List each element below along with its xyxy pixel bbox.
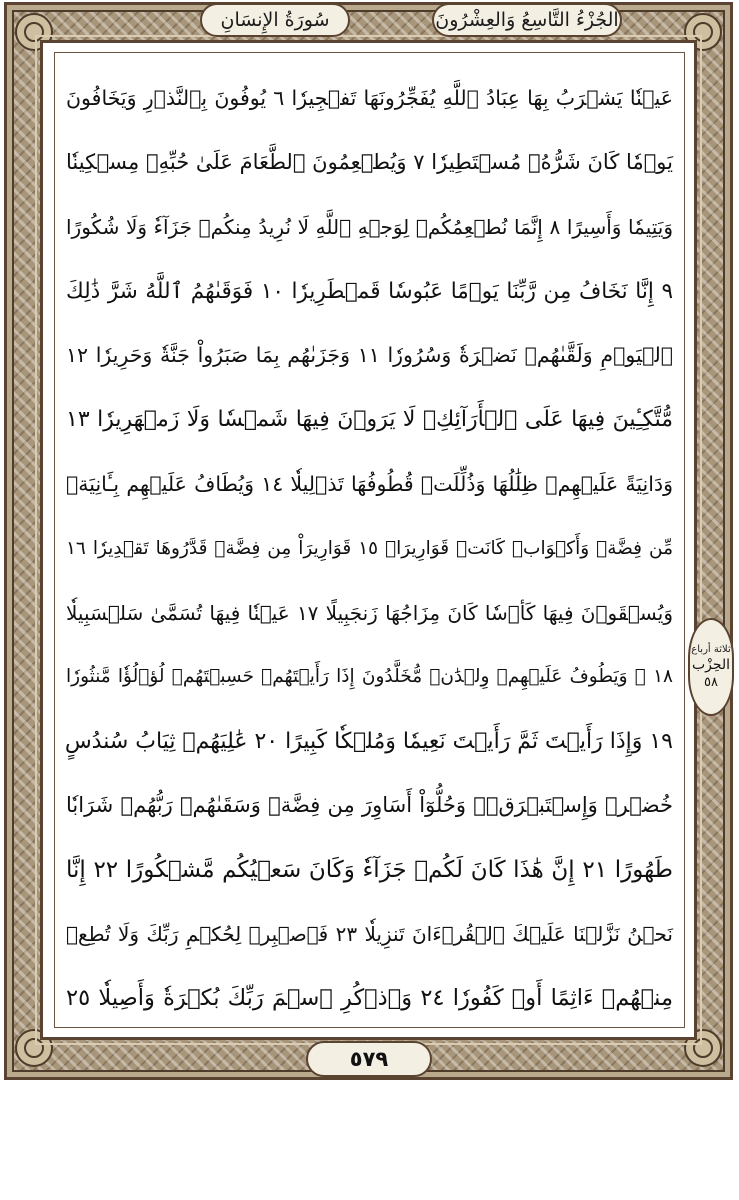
page-number: ٥٧٩: [306, 1041, 432, 1077]
line-text: نَحۡنُ نَزَّلۡنَا عَلَيۡكَ ٱلۡقُرۡءَانَ تَنزِيلٗا ٢٣ فَٱصۡبِرۡ لِحُكۡمِ رَبِّكَ وَلَا تُطِعۡ: [66, 922, 673, 946]
line-text: وَيُسۡقَوۡنَ فِيهَا كَأۡسٗا كَانَ مِزَاجُهَا زَنجَبِيلًا ١٧ عَيۡنٗا فِيهَا تُسَمَّىٰ سَلۡسَبِيلٗا: [66, 600, 674, 625]
hizb-number: ٥٨: [704, 675, 718, 691]
text-line: [66, 773, 673, 837]
line-text: ٱلۡيَوۡمِ وَلَقَّىٰهُمۡ نَضۡرَةٗ وَسُرُورٗا ١١ وَجَزَىٰهُم بِمَا صَبَرُواْ جَنَّةٗ وَحَرِيرٗا ١٢: [66, 343, 673, 368]
text-line: [66, 452, 673, 516]
line-text: وَدَانِيَةً عَلَيۡهِمۡ ظِلَٰلُهَا وَذُلِّلَتۡ قُطُوفُهَا تَذۡلِيلٗا ١٤ وَيُطَافُ عَلَيۡهِم بِـَٔانِيَةٖ: [66, 471, 673, 496]
line-text: ١٩ وَإِذَا رَأَيۡتَ ثَمَّ رَأَيۡتَ نَعِيمٗا وَمُلۡكٗا كَبِيرًا ٢٠ عَٰلِيَهُمۡ ثِيَابُ سُندُسٍ: [64, 728, 673, 754]
text-line: [66, 516, 673, 580]
line-text: خُضۡرٞ وَإِسۡتَبۡرَقٞۖ وَحُلُّوٓاْ أَسَاوِرَ مِن فِضَّةٖ وَسَقَىٰهُمۡ رَبُّهُمۡ شَرَابٗا: [66, 793, 673, 818]
text-line: [66, 195, 673, 259]
line-text: وَيَتِيمٗا وَأَسِيرًا ٨ إِنَّمَا نُطۡعِمُكُمۡ لِوَجۡهِ ٱللَّهِ لَا نُرِيدُ مِنكُمۡ جَزَآءٗ وَلَا شُكُورًا: [66, 214, 673, 239]
line-text: مِنۡهُمۡ ءَاثِمًا أَوۡ كَفُورٗا ٢٤ وَٱذۡكُرِ ٱسۡمَ رَبِّكَ بُكۡرَةٗ وَأَصِيلٗا ٢٥: [66, 985, 673, 1012]
surah-label: سُورَةُ الإِنسَانِ: [200, 3, 350, 37]
text-line: [66, 387, 673, 451]
text-line: [66, 323, 673, 387]
hizb-quarter-label: ثلاثة أرباع: [691, 643, 731, 655]
text-line: [66, 259, 673, 323]
text-line: [66, 580, 673, 644]
text-line: [66, 966, 673, 1030]
quran-text: [66, 66, 673, 1030]
line-text: مِّن فِضَّةٖ وَأَكۡوَابٖ كَانَتۡ قَوَارِيرَا۠ ١٥ قَوَارِيرَاْ مِن فِضَّةٖ قَدَّرُوهَا تَقۡدِيرٗا ١٦: [66, 537, 673, 559]
line-text: يَوۡمٗا كَانَ شَرُّهُۥ مُسۡتَطِيرٗا ٧ وَيُطۡعِمُونَ ٱلطَّعَامَ عَلَىٰ حُبِّهِۦ مِسۡكِينٗا: [66, 150, 674, 175]
juz-label: الجُزْءُ التَّاسِعُ وَالعِشْرُونَ: [432, 3, 622, 37]
text-line: [66, 645, 673, 709]
line-text: مُّتَّكِـِٔينَ فِيهَا عَلَى ٱلۡأَرَآئِكِۖ لَا يَرَوۡنَ فِيهَا شَمۡسٗا وَلَا زَمۡهَرِيرٗا ١٣: [66, 407, 673, 433]
text-line: [66, 130, 673, 194]
line-text: ٩ إِنَّا نَخَافُ مِن رَّبِّنَا يَوۡمًا عَبُوسٗا قَمۡطَرِيرٗا ١٠ فَوَقَىٰهُمُ ٱللَّهُ شَرَّ ذَٰلِكَ: [66, 278, 673, 304]
line-text: عَيۡنٗا يَشۡرَبُ بِهَا عِبَادُ ٱللَّهِ يُفَجِّرُونَهَا تَفۡجِيرٗا ٦ يُوفُونَ بِٱلنَّذۡرِ وَيَخَافُونَ: [66, 86, 673, 111]
line-text: ١٨ ۞ وَيَطُوفُ عَلَيۡهِمۡ وِلۡدَٰنٞ مُّخَلَّدُونَ إِذَا رَأَيۡتَهُمۡ حَسِبۡتَهُمۡ لُؤۡلُؤٗا مَّنثُورٗا: [66, 666, 673, 688]
text-line: [66, 902, 673, 966]
hizb-marker: [688, 618, 734, 716]
text-line: [66, 838, 673, 902]
text-line: [66, 709, 673, 773]
hizb-label: الحِزْب: [691, 656, 731, 673]
line-text: طَهُورًا ٢١ إِنَّ هَٰذَا كَانَ لَكُمۡ جَزَآءٗ وَكَانَ سَعۡيُكُم مَّشۡكُورًا ٢٢ إِنَّا: [66, 856, 673, 883]
text-line: [66, 66, 673, 130]
